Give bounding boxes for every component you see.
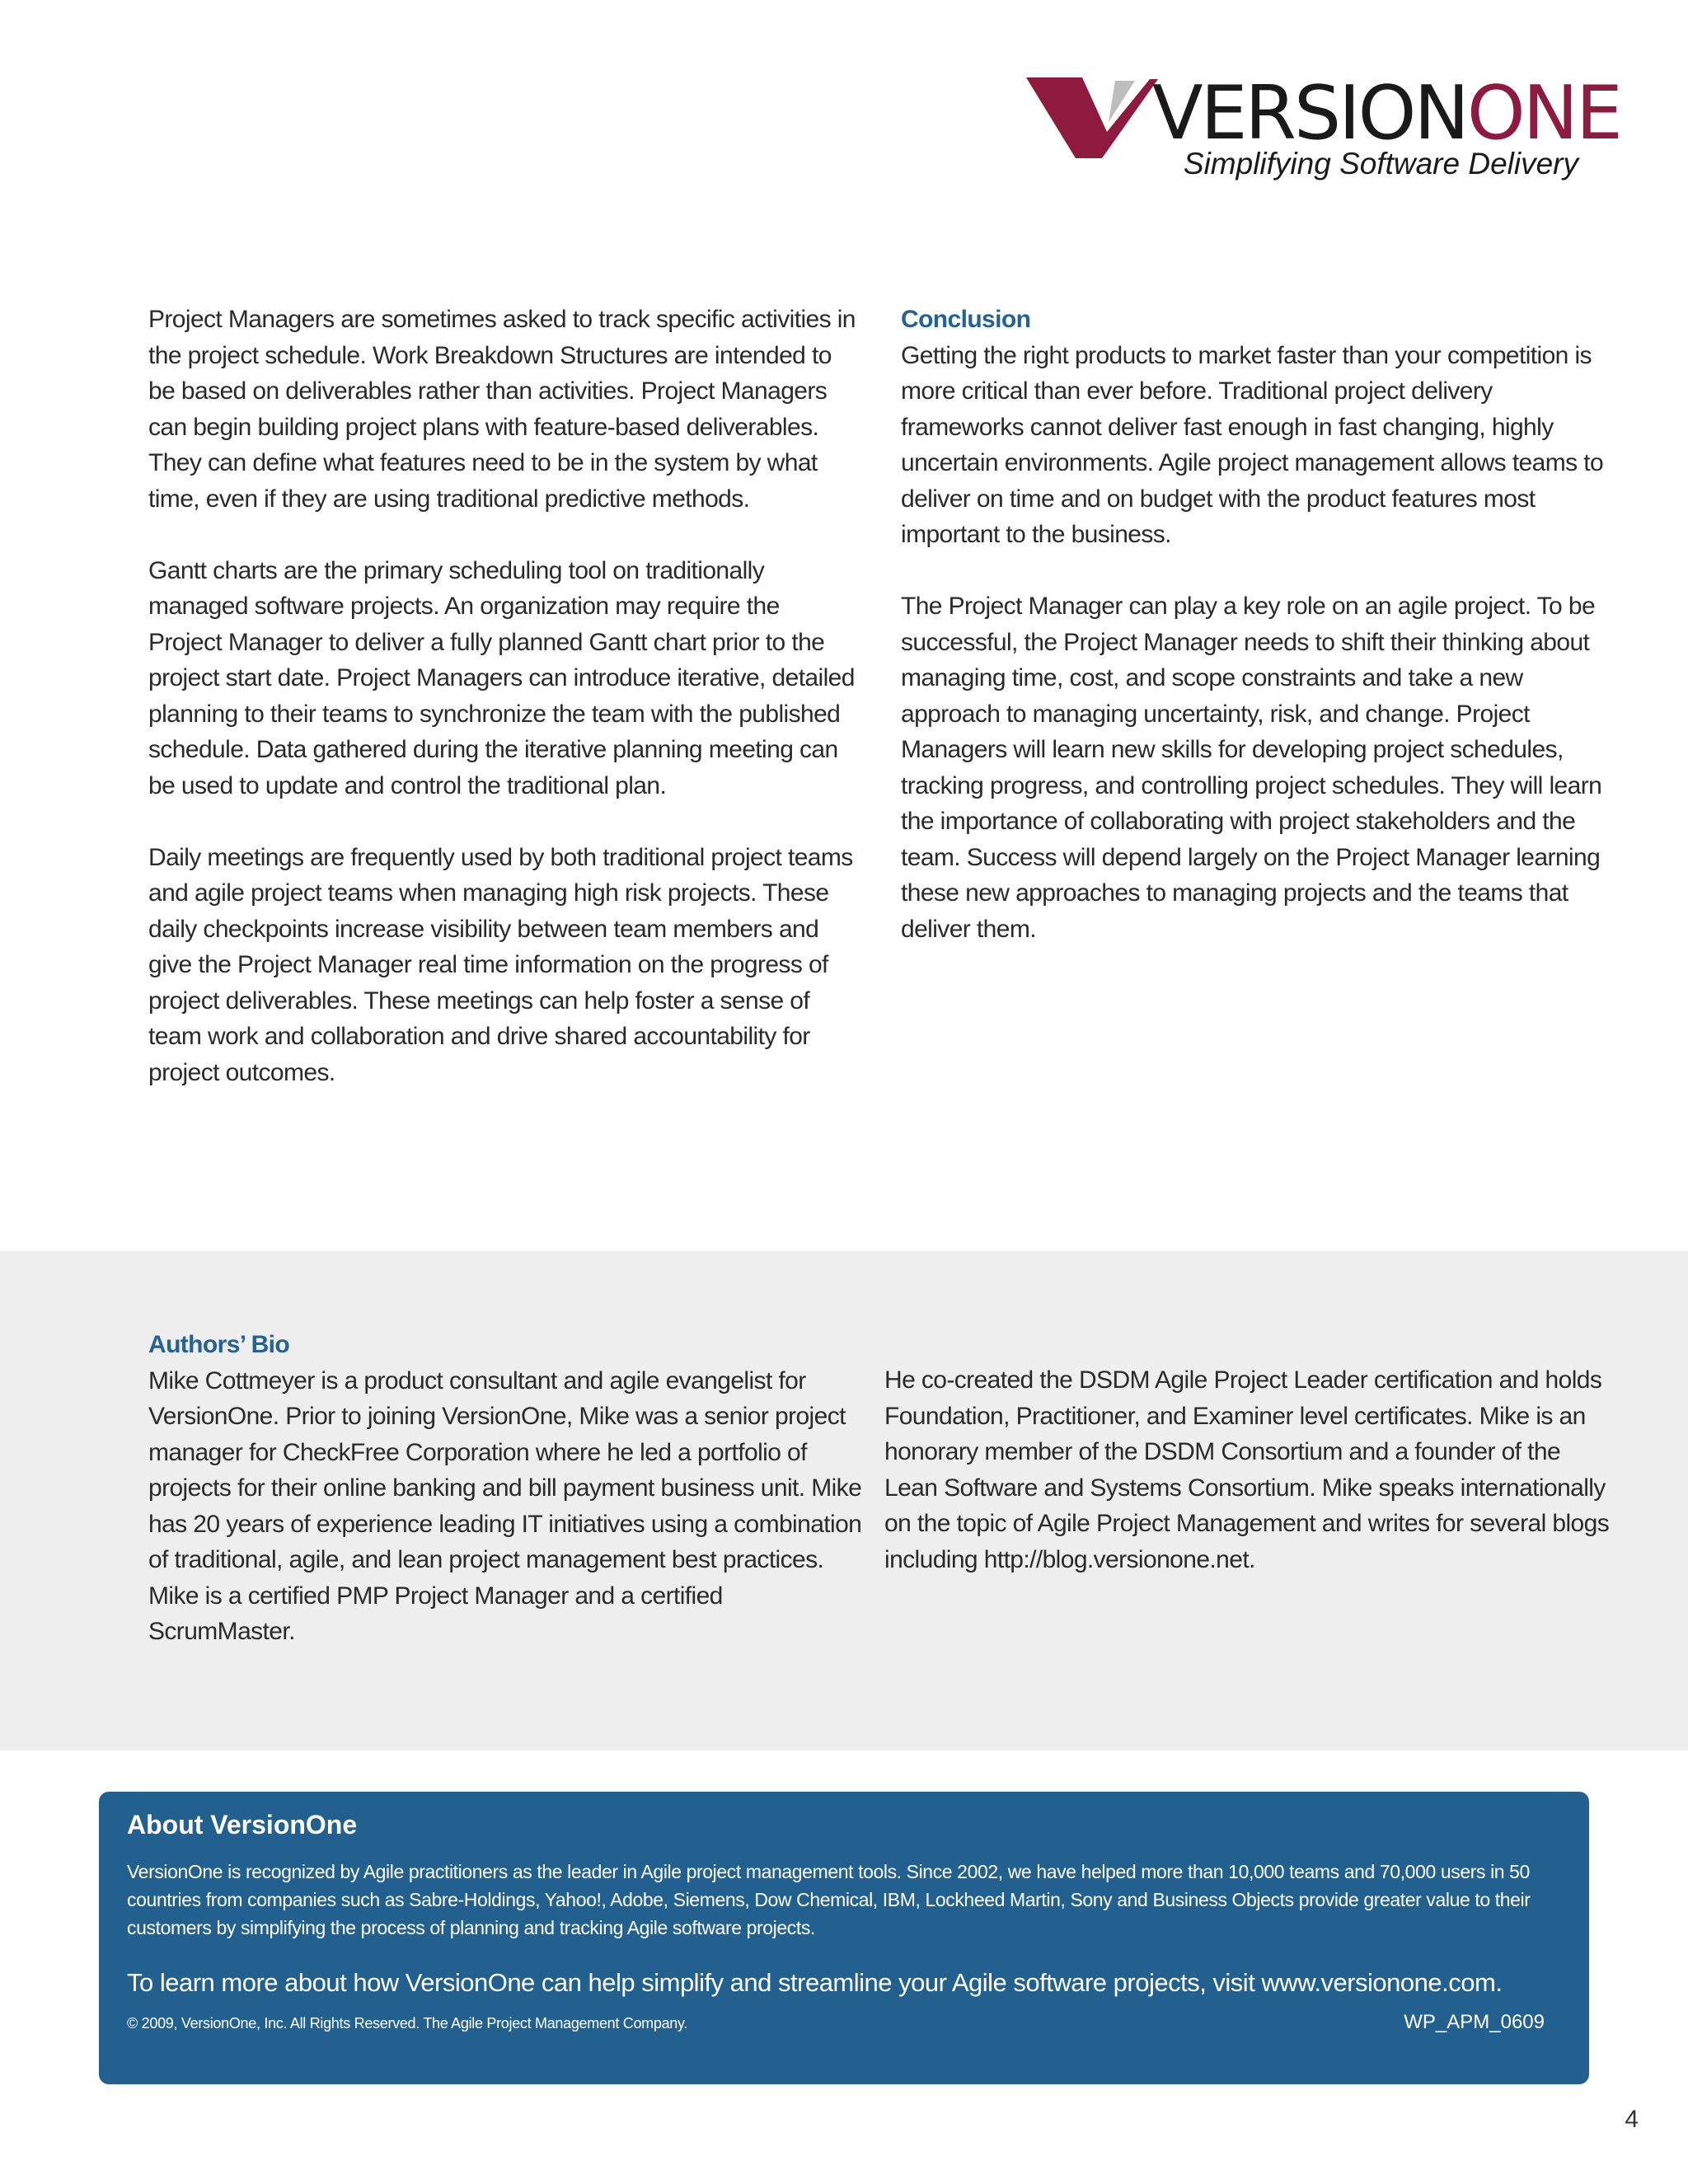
paragraph: Gantt charts are the primary scheduling tool on traditionally managed software projects. An organization may require the Project Manager to deliver a fully planned Gantt chart prior to the project start date. Project Managers can introduce iterative, detailed planning to their teams to synchronize the team with the published schedule. Data gathered during the iterative planning meeting can be used to update and control the traditional plan. (148, 556, 855, 799)
page-number: 4 (1625, 2106, 1639, 2133)
about-versionone-box (99, 1792, 1589, 2084)
bio-heading: Authors’ Bio (148, 1331, 290, 1358)
paragraph: He co-created the DSDM Agile Project Leader certification and holds Foundation, Practitioner, and Examiner level certificates. Mike is an honorary member of the DSDM Consortium and a founder of the Lean Software and Systems Consortium. Mike speaks internationally on the topic of Agile Project Management and writes for several blogs including http://blog.versionone.net. (884, 1366, 1610, 1573)
bio-left-column (148, 1327, 874, 1650)
about-title: About VersionOne (127, 1810, 358, 1840)
about-cta: To learn more about how VersionOne can help simplify and streamline your Agile software projects, visit www.versionone.com. (127, 1968, 1503, 1997)
logo-tagline: Simplifying Software Delivery (1183, 147, 1578, 180)
paragraph: The Project Manager can play a key role on an agile project. To be successful, the Project Manager needs to shift their thinking about managing time, cost, and scope constraints and take a new approach to managing uncertainty, risk, and change. Project Managers will learn new skills for developing project schedules, tracking progress, and controlling project schedules. They will learn the importance of collaborating with project stakeholders and the team. Success will depend largely on the Project Manager learning these new approaches to managing projects and the teams that deliver them. (901, 593, 1602, 943)
copyright-notice: © 2009, VersionOne, Inc. All Rights Reserved. The Agile Project Management Company. (127, 2015, 688, 2032)
paragraph: Project Managers are sometimes asked to track specific activities in the project schedule. Work Breakdown Structures are intended to be based on deliverables rather than activities. Project Managers can begin building project plans with feature-based deliverables. They can define what features need to be in the system by what time, even if they are using traditional predictive methods. (148, 306, 856, 513)
bio-right-column (884, 1362, 1610, 1577)
conclusion-column (901, 302, 1610, 947)
conclusion-heading: Conclusion (901, 306, 1031, 333)
about-body: VersionOne is recognized by Agile practitioners as the leader in Agile project management tools. Since 2002, we have helped more than 10,000 teams and 70,000 users in 50 countries from companies such as Sabre-Holdings, Yahoo!, Adobe, Siemens, Dow Chemical, IBM, Lockheed Martin, Sony and Business Objects provide greater value to their customers by simplifying the process of planning and tracking Agile software projects. (127, 1861, 1531, 1938)
paragraph: Daily meetings are frequently used by both traditional project teams and agile project teams when managing high risk projects. These daily checkpoints increase visibility between team members and give the Project Manager real time information on the progress of project deliverables. These meetings can help foster a sense of team work and collaboration and drive shared accountability for project outcomes. (148, 843, 853, 1086)
paragraph: Getting the right products to market faster than your competition is more critical than ever before. Traditional project delivery frameworks cannot deliver fast enough in fast changing, highly uncertain environments. Agile project management allows teams to deliver on time and on budget with the product features most important to the business. (901, 341, 1604, 548)
logo-word-one: ONE (1466, 70, 1620, 157)
paragraph: Mike Cottmeyer is a product consultant and agile evangelist for VersionOne. Prior to joining VersionOne, Mike was a senior project manager for CheckFree Corporation where he led a portfolio of projects for their online banking and bill payment business unit. Mike has 20 years of experience leading IT initiatives using a combination of traditional, agile, and lean project management best practices. Mike is a certified PMP Project Manager and a certified ScrumMaster. (148, 1366, 862, 1645)
logo-word-version: VERSION (1152, 70, 1467, 157)
document-code: WP_APM_0609 (1404, 2011, 1545, 2033)
main-left-column (148, 302, 857, 1090)
logo-wordmark (1152, 70, 1620, 157)
versionone-logo (1026, 70, 1620, 188)
versionone-v-mark-icon (1026, 73, 1158, 163)
